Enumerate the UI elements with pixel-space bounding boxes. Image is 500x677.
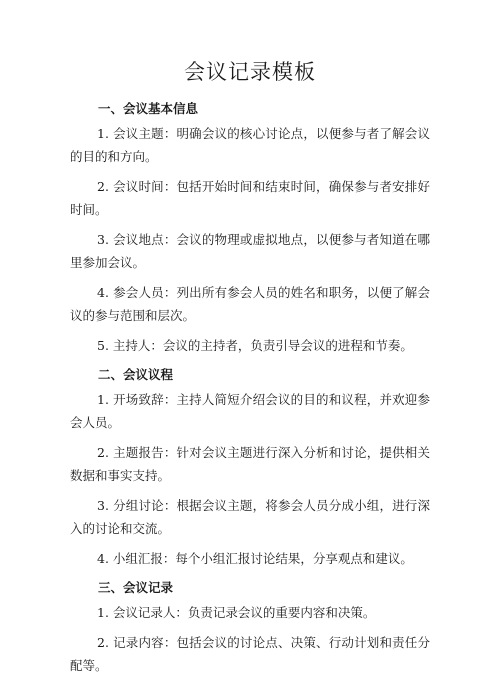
paragraph: 1. 开场致辞：主持人简短介绍会议的目的和议程，并欢迎参会人员。 (70, 392, 430, 430)
paragraph: 2. 记录内容：包括会议的讨论点、决策、行动计划和责任分配等。 (70, 635, 430, 673)
paragraph: 2. 会议时间：包括开始时间和结束时间，确保参与者安排好时间。 (70, 179, 430, 217)
paragraph: 5. 主持人：会议的主持者，负责引导会议的进程和节奏。 (97, 338, 413, 353)
paragraph: 4. 小组汇报：每个小组汇报讨论结果，分享观点和建议。 (97, 551, 413, 566)
paragraph: 1. 会议记录人：负责记录会议的重要内容和决策。 (97, 605, 376, 620)
section-minutes (70, 577, 430, 677)
section-heading: 二、会议议程 (98, 367, 174, 382)
section-heading: 一、会议基本信息 (98, 101, 199, 116)
section-agenda (70, 364, 430, 570)
document-title: 会议记录模板 (184, 60, 316, 84)
paragraph: 4. 参会人员：列出所有参会人员的姓名和职务，以便了解会议的参与范围和层次。 (70, 285, 430, 323)
paragraph: 2. 主题报告：针对会议主题进行深入分析和讨论，提供相关数据和事实支持。 (70, 445, 430, 483)
paragraph: 3. 会议地点：会议的物理或虚拟地点，以便参与者知道在哪里参加会议。 (70, 232, 430, 270)
paragraph: 3. 分组讨论：根据会议主题，将参会人员分成小组，进行深入的讨论和交流。 (70, 498, 430, 536)
section-basic-info (70, 98, 430, 357)
section-heading: 三、会议记录 (98, 580, 174, 595)
paragraph: 1. 会议主题：明确会议的核心讨论点，以便参与者了解会议的目的和方向。 (70, 126, 430, 164)
